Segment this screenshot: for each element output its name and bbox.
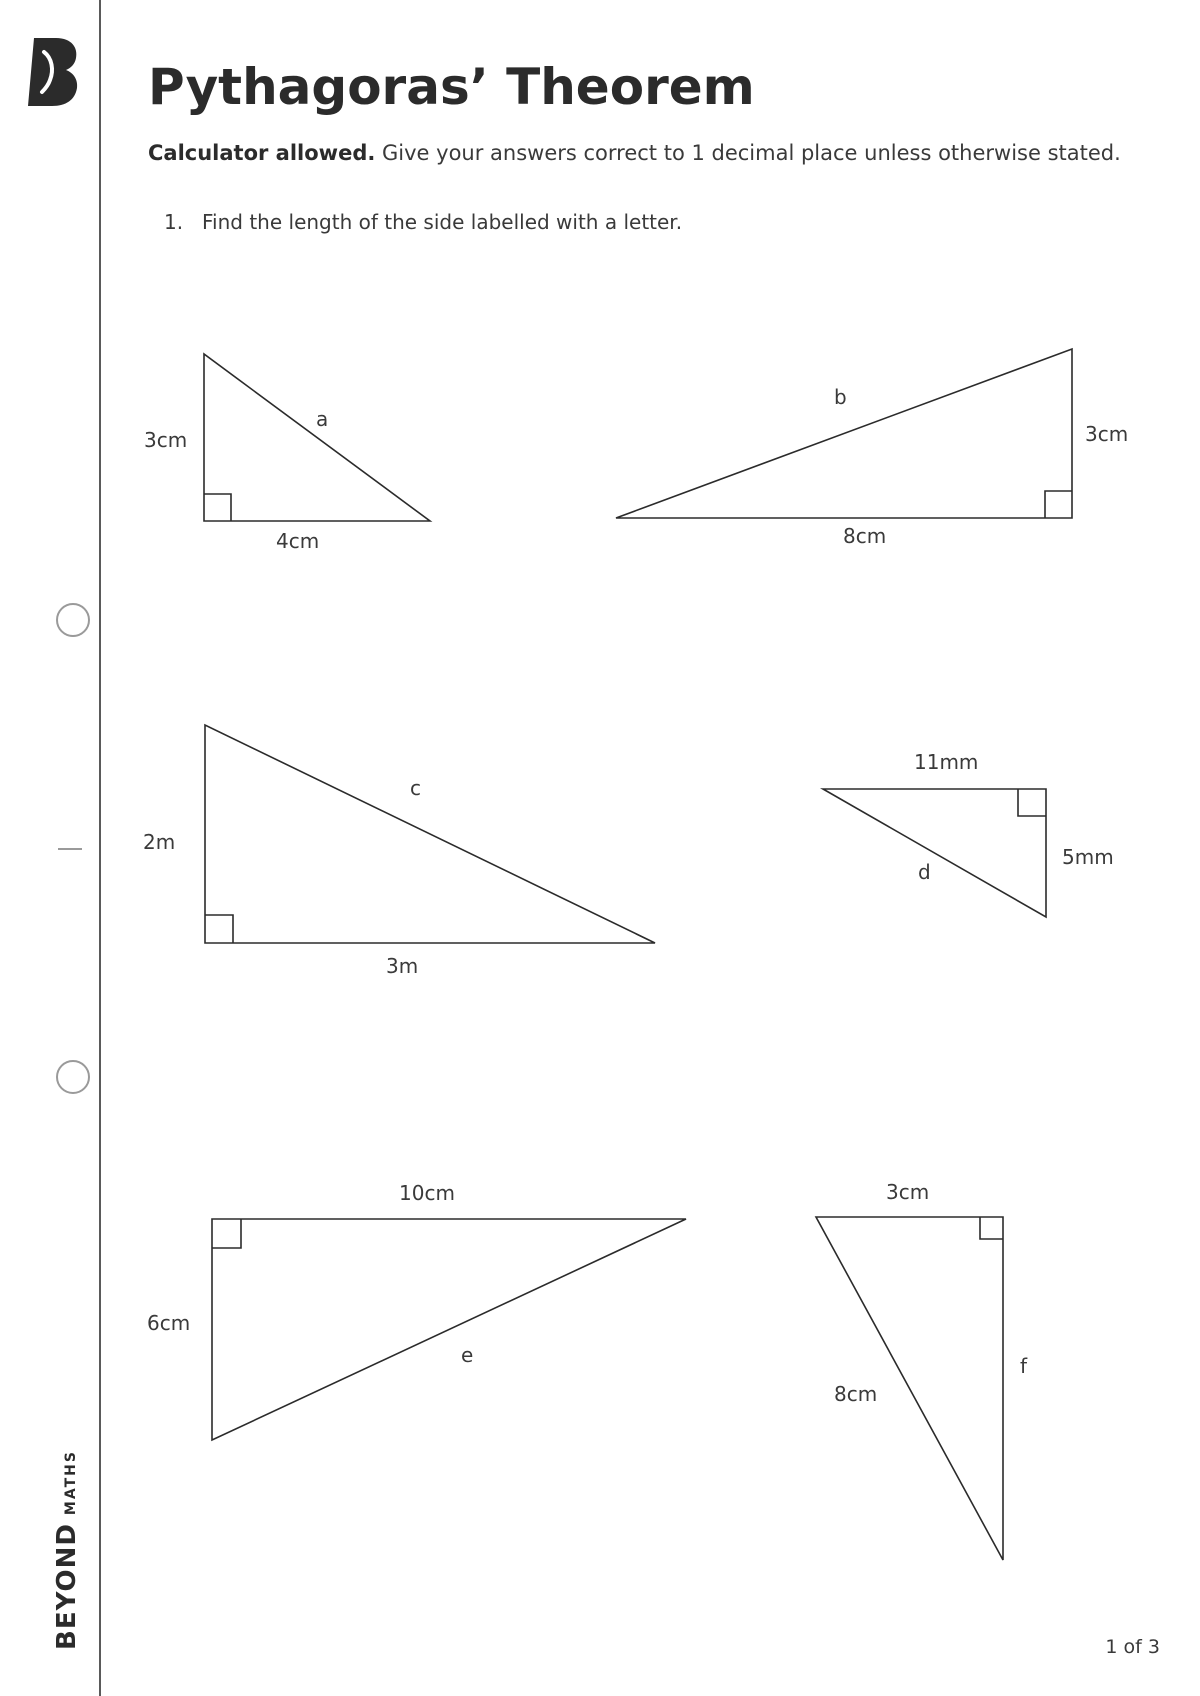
right-angle-marker-d xyxy=(1018,789,1046,816)
t6-hypotenuse-label: 8cm xyxy=(834,1382,878,1406)
right-angle-marker-c xyxy=(205,915,233,943)
t3-unknown-label: c xyxy=(410,776,421,800)
t6-unknown-label: f xyxy=(1020,1354,1028,1378)
t1-unknown-label: a xyxy=(316,407,329,431)
instructions-detail: Give your answers correct to 1 decimal place unless otherwise stated. xyxy=(375,141,1121,165)
question-number: 1. xyxy=(164,210,184,234)
page-number: 1 of 3 xyxy=(1105,1636,1160,1658)
triangle-e xyxy=(212,1219,686,1440)
t2-unknown-label: b xyxy=(834,385,847,409)
t5-unknown-label: e xyxy=(461,1343,474,1367)
triangle-d xyxy=(823,789,1046,917)
t3-side-bottom-label: 3m xyxy=(386,954,419,978)
right-angle-marker-f xyxy=(980,1217,1003,1239)
brand-name-sub: MATHS xyxy=(63,1450,79,1516)
right-angle-marker-a xyxy=(204,494,231,521)
instructions-calculator: Calculator allowed. xyxy=(148,141,376,165)
triangle-c xyxy=(205,725,655,943)
t1-side-left-label: 3cm xyxy=(144,428,188,452)
t4-side-top-label: 11mm xyxy=(914,750,979,774)
t3-side-left-label: 2m xyxy=(143,830,176,854)
t2-side-bottom-label: 8cm xyxy=(843,524,887,548)
question-text: Find the length of the side labelled with a letter. xyxy=(202,210,683,234)
t4-unknown-label: d xyxy=(918,860,931,884)
t5-side-left-label: 6cm xyxy=(147,1311,191,1335)
t5-side-top-label: 10cm xyxy=(399,1181,455,1205)
t2-side-right-label: 3cm xyxy=(1085,422,1129,446)
brand-name-main: BEYOND xyxy=(52,1523,82,1650)
triangle-b xyxy=(616,349,1072,518)
t1-side-bottom-label: 4cm xyxy=(276,529,320,553)
triangle-a xyxy=(204,354,430,521)
right-angle-marker-b xyxy=(1045,491,1072,518)
t6-side-top-label: 3cm xyxy=(886,1180,930,1204)
page-title: Pythagoras’ Theorem xyxy=(148,58,755,116)
right-angle-marker-e xyxy=(212,1219,241,1248)
t4-side-right-label: 5mm xyxy=(1062,845,1114,869)
